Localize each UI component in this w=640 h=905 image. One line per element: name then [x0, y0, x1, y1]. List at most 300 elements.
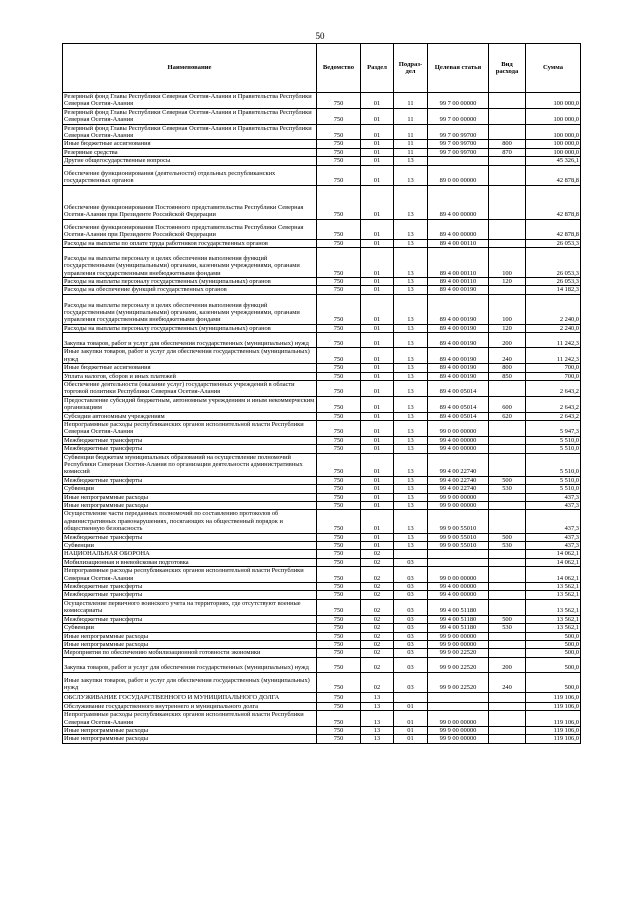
row-name: Межбюджетные трансферты: [63, 476, 317, 484]
row-department: 750: [317, 672, 361, 692]
row-name: Обеспечение деятельности (оказание услуг) государственных учреждений в области торговой политики Республики Северная Осетия-Алания: [63, 380, 317, 396]
row-name: Расходы на обеспечение функций государственных органов: [63, 286, 317, 294]
row-section: 02: [361, 558, 394, 566]
row-name: ОБСЛУЖИВАНИЕ ГОСУДАРСТВЕННОГО И МУНИЦИПАЛЬНОГО ДОЛГА: [63, 692, 317, 702]
row-subsection: 13: [394, 420, 428, 436]
row-amount: 119 106,0: [526, 711, 581, 727]
row-subsection: 03: [394, 583, 428, 591]
row-department: 750: [317, 185, 361, 219]
row-department: 750: [317, 278, 361, 286]
row-department: 750: [317, 640, 361, 648]
row-subsection: 13: [394, 157, 428, 165]
row-expense-type: 530: [489, 542, 526, 550]
row-section: 01: [361, 533, 394, 541]
row-target-article: [428, 558, 489, 566]
row-target-article: 99 7 00 99700: [428, 148, 489, 156]
row-target-article: [428, 692, 489, 702]
row-target-article: 89 4 00 05014: [428, 396, 489, 412]
table-row: [63, 632, 581, 640]
row-name: Уплата налогов, сборов и иных платежей: [63, 372, 317, 380]
row-subsection: 13: [394, 278, 428, 286]
row-name: Субсидии автономным учреждениям: [63, 412, 317, 420]
row-name: Иные непрограммные расходы: [63, 493, 317, 501]
row-amount: 42 878,8: [526, 165, 581, 185]
row-name: Иные непрограммные расходы: [63, 502, 317, 510]
row-subsection: 11: [394, 124, 428, 140]
row-target-article: [428, 550, 489, 558]
row-department: 750: [317, 615, 361, 623]
row-section: 01: [361, 493, 394, 501]
row-department: 750: [317, 711, 361, 727]
row-expense-type: [489, 157, 526, 165]
row-amount: 13 562,1: [526, 583, 581, 591]
row-name: Предоставление субсидий бюджетным, автономным учреждениям и иным некоммерческим организациям: [63, 396, 317, 412]
table-row: [63, 412, 581, 420]
row-target-article: 89 4 00 05014: [428, 380, 489, 396]
row-expense-type: [489, 640, 526, 648]
row-department: 750: [317, 702, 361, 710]
row-expense-type: [489, 165, 526, 185]
table-row: [63, 324, 581, 332]
row-target-article: 99 4 00 22740: [428, 453, 489, 476]
row-amount: 2 643,2: [526, 412, 581, 420]
row-expense-type: [489, 711, 526, 727]
row-amount: 13 562,1: [526, 599, 581, 615]
row-name: Иные непрограммные расходы: [63, 632, 317, 640]
row-department: 750: [317, 294, 361, 324]
row-name: Непрограммные расходы республиканских органов исполнительной власти Республики Северная Осетия-Алания: [63, 420, 317, 436]
row-expense-type: [489, 493, 526, 501]
row-name: Межбюджетные трансферты: [63, 583, 317, 591]
row-expense-type: 530: [489, 624, 526, 632]
row-name: Мобилизационная и вневойсковая подготовка: [63, 558, 317, 566]
row-name: Закупка товаров, работ и услуг для обеспечения государственных (муниципальных) нужд: [63, 333, 317, 348]
row-subsection: 13: [394, 286, 428, 294]
row-name: Осуществление первичного воинского учета на территориях, где отсутствуют военные комиссариаты: [63, 599, 317, 615]
row-expense-type: [489, 239, 526, 247]
row-section: 01: [361, 364, 394, 372]
row-amount: 42 878,8: [526, 185, 581, 219]
row-department: 750: [317, 735, 361, 743]
row-name: Иные бюджетные ассигнования: [63, 140, 317, 148]
row-department: 750: [317, 157, 361, 165]
row-section: 01: [361, 108, 394, 124]
row-section: 13: [361, 735, 394, 743]
row-name: Осуществление части переданных полномочий по составлению протоколов об административных правонарушениях, посягающих на общественный порядок и общественную безопасность: [63, 510, 317, 533]
row-target-article: 89 4 00 00000: [428, 185, 489, 219]
row-name: Резервный фонд Главы Республики Северная Осетия-Алания и Правительства Республики Северная Осетия-Алания: [63, 108, 317, 124]
table-row: [63, 624, 581, 632]
row-expense-type: [489, 550, 526, 558]
row-subsection: 13: [394, 294, 428, 324]
row-expense-type: [489, 380, 526, 396]
row-target-article: 89 4 00 00000: [428, 219, 489, 239]
row-subsection: 13: [394, 533, 428, 541]
row-subsection: 11: [394, 108, 428, 124]
row-amount: 2 643,2: [526, 380, 581, 396]
row-section: 02: [361, 591, 394, 599]
row-amount: 5 510,0: [526, 453, 581, 476]
table-row: [63, 657, 581, 672]
row-section: 01: [361, 294, 394, 324]
table-row: [63, 165, 581, 185]
row-expense-type: [489, 124, 526, 140]
row-subsection: 03: [394, 657, 428, 672]
row-subsection: 01: [394, 735, 428, 743]
row-amount: 14 062,1: [526, 567, 581, 583]
row-target-article: 99 4 00 22740: [428, 485, 489, 493]
row-expense-type: [489, 702, 526, 710]
row-target-article: 99 0 00 00000: [428, 567, 489, 583]
row-target-article: 99 9 00 00000: [428, 502, 489, 510]
row-amount: 100 000,0: [526, 148, 581, 156]
table-row: [63, 157, 581, 165]
row-amount: 500,0: [526, 632, 581, 640]
row-department: 750: [317, 476, 361, 484]
row-name: Расходы на выплаты по оплате труда работников государственных органов: [63, 239, 317, 247]
row-expense-type: [489, 286, 526, 294]
row-expense-type: 120: [489, 324, 526, 332]
row-amount: 119 106,0: [526, 735, 581, 743]
row-department: 750: [317, 333, 361, 348]
row-subsection: 11: [394, 93, 428, 109]
table-row: [63, 364, 581, 372]
row-section: 01: [361, 185, 394, 219]
table-row: [63, 533, 581, 541]
row-target-article: 99 0 00 00000: [428, 711, 489, 727]
table-row: [63, 286, 581, 294]
table-row: [63, 476, 581, 484]
row-expense-type: [489, 591, 526, 599]
row-target-article: 99 9 00 22520: [428, 672, 489, 692]
row-name: Межбюджетные трансферты: [63, 436, 317, 444]
row-section: 01: [361, 412, 394, 420]
row-name: Обслуживание государственного внутреннего и муниципального долга: [63, 702, 317, 710]
row-section: 02: [361, 599, 394, 615]
row-expense-type: 120: [489, 278, 526, 286]
row-amount: 5 947,3: [526, 420, 581, 436]
row-target-article: 99 9 00 55010: [428, 533, 489, 541]
row-subsection: 01: [394, 726, 428, 734]
row-expense-type: 620: [489, 412, 526, 420]
row-department: 750: [317, 219, 361, 239]
row-expense-type: [489, 453, 526, 476]
row-amount: 100 000,0: [526, 124, 581, 140]
row-expense-type: [489, 567, 526, 583]
row-subsection: 01: [394, 711, 428, 727]
row-department: 750: [317, 324, 361, 332]
row-department: 750: [317, 124, 361, 140]
row-expense-type: [489, 185, 526, 219]
row-target-article: 89 4 00 00190: [428, 333, 489, 348]
row-amount: 14 182,3: [526, 286, 581, 294]
row-section: 01: [361, 157, 394, 165]
row-subsection: 13: [394, 380, 428, 396]
row-subsection: 13: [394, 239, 428, 247]
row-name: Субвенции: [63, 624, 317, 632]
row-department: 750: [317, 165, 361, 185]
header-section: Раздел: [361, 44, 394, 93]
row-section: 01: [361, 542, 394, 550]
row-section: 01: [361, 140, 394, 148]
row-department: 750: [317, 632, 361, 640]
row-name: Резервный фонд Главы Республики Северная Осетия-Алания и Правительства Республики Северная Осетия-Алания: [63, 93, 317, 109]
row-department: 750: [317, 380, 361, 396]
row-name: Обеспечение функционирования Постоянного представительства Республики Северная Осетия-Алания при Президенте Российской Федерации: [63, 185, 317, 219]
row-section: 01: [361, 485, 394, 493]
row-expense-type: 870: [489, 148, 526, 156]
row-expense-type: 200: [489, 333, 526, 348]
row-target-article: 99 4 00 00000: [428, 583, 489, 591]
row-section: 01: [361, 324, 394, 332]
table-row: [63, 348, 581, 364]
row-section: 01: [361, 372, 394, 380]
row-target-article: 89 4 00 00190: [428, 364, 489, 372]
row-name: Иные непрограммные расходы: [63, 726, 317, 734]
header-subsection: Подраз-дел: [394, 44, 428, 93]
row-target-article: 99 9 00 00000: [428, 735, 489, 743]
table-row: [63, 420, 581, 436]
row-name: Мероприятия по обеспечению мобилизационной готовности экономики: [63, 649, 317, 657]
row-subsection: 13: [394, 372, 428, 380]
row-department: 750: [317, 542, 361, 550]
table-row: [63, 453, 581, 476]
table-body: [63, 93, 581, 744]
row-name: Резервные средства: [63, 148, 317, 156]
table-row: [63, 445, 581, 453]
row-department: 750: [317, 453, 361, 476]
row-target-article: 89 4 00 00110: [428, 239, 489, 247]
row-name: Обеспечение функционирования (деятельности) отдельных республиканских государственных органов: [63, 165, 317, 185]
row-section: 01: [361, 348, 394, 364]
table-row: [63, 726, 581, 734]
row-section: 01: [361, 420, 394, 436]
row-amount: 13 562,1: [526, 591, 581, 599]
row-section: 01: [361, 239, 394, 247]
row-subsection: 03: [394, 615, 428, 623]
row-subsection: 13: [394, 165, 428, 185]
row-name: Иные непрограммные расходы: [63, 640, 317, 648]
row-target-article: 99 0 00 00000: [428, 420, 489, 436]
row-expense-type: [489, 420, 526, 436]
row-department: 750: [317, 364, 361, 372]
row-expense-type: [489, 735, 526, 743]
row-name: Межбюджетные трансферты: [63, 445, 317, 453]
row-name: Закупка товаров, работ и услуг для обеспечения государственных (муниципальных) нужд: [63, 657, 317, 672]
table-row: [63, 380, 581, 396]
row-department: 750: [317, 372, 361, 380]
row-section: 01: [361, 333, 394, 348]
row-department: 750: [317, 649, 361, 657]
row-expense-type: [489, 219, 526, 239]
table-row: [63, 372, 581, 380]
row-section: 01: [361, 436, 394, 444]
row-section: 01: [361, 396, 394, 412]
row-target-article: 99 9 00 55010: [428, 542, 489, 550]
row-department: 750: [317, 657, 361, 672]
row-expense-type: [489, 692, 526, 702]
row-target-article: 89 4 00 00190: [428, 372, 489, 380]
row-amount: 437,3: [526, 502, 581, 510]
row-section: 01: [361, 445, 394, 453]
row-expense-type: [489, 726, 526, 734]
row-amount: 119 106,0: [526, 726, 581, 734]
row-target-article: [428, 157, 489, 165]
row-section: 01: [361, 93, 394, 109]
row-subsection: 03: [394, 599, 428, 615]
row-expense-type: 530: [489, 485, 526, 493]
row-target-article: 99 4 00 22740: [428, 476, 489, 484]
row-subsection: 13: [394, 476, 428, 484]
row-section: 01: [361, 502, 394, 510]
row-amount: 45 326,1: [526, 157, 581, 165]
row-section: 01: [361, 380, 394, 396]
row-department: 750: [317, 583, 361, 591]
table-row: [63, 672, 581, 692]
table-row: [63, 239, 581, 247]
row-expense-type: [489, 649, 526, 657]
table-row: [63, 640, 581, 648]
row-target-article: 89 4 00 00190: [428, 294, 489, 324]
row-subsection: 13: [394, 542, 428, 550]
row-section: 01: [361, 453, 394, 476]
table-row: [63, 502, 581, 510]
row-department: 750: [317, 692, 361, 702]
row-expense-type: 200: [489, 657, 526, 672]
row-subsection: 13: [394, 324, 428, 332]
row-name: Иные закупки товаров, работ и услуг для обеспечения государственных (муниципальных) нужд: [63, 348, 317, 364]
row-expense-type: 240: [489, 348, 526, 364]
row-name: Субвенции: [63, 485, 317, 493]
row-expense-type: 800: [489, 140, 526, 148]
table-header-row: [63, 44, 581, 93]
table-row: [63, 124, 581, 140]
row-expense-type: [489, 436, 526, 444]
table-row: [63, 485, 581, 493]
row-expense-type: 500: [489, 476, 526, 484]
row-section: 13: [361, 711, 394, 727]
row-subsection: 13: [394, 485, 428, 493]
table-row: [63, 649, 581, 657]
row-amount: 437,3: [526, 493, 581, 501]
row-department: 750: [317, 550, 361, 558]
row-subsection: 03: [394, 558, 428, 566]
table-row: [63, 93, 581, 109]
header-target-article: Целевая статья: [428, 44, 489, 93]
row-subsection: 03: [394, 567, 428, 583]
header-amount: Сумма: [526, 44, 581, 93]
row-target-article: 99 4 00 00000: [428, 445, 489, 453]
table-row: [63, 148, 581, 156]
row-name: Иные закупки товаров, работ и услуг для обеспечения государственных (муниципальных) нужд: [63, 672, 317, 692]
row-department: 750: [317, 510, 361, 533]
row-department: 750: [317, 599, 361, 615]
row-expense-type: 500: [489, 615, 526, 623]
row-subsection: 13: [394, 333, 428, 348]
row-target-article: 89 4 00 00190: [428, 324, 489, 332]
row-amount: 437,3: [526, 533, 581, 541]
row-expense-type: [489, 599, 526, 615]
table-row: [63, 248, 581, 278]
table-row: [63, 278, 581, 286]
table-row: [63, 583, 581, 591]
row-amount: 26 053,3: [526, 248, 581, 278]
row-amount: 5 510,0: [526, 436, 581, 444]
row-amount: 100 000,0: [526, 93, 581, 109]
row-amount: 700,0: [526, 372, 581, 380]
row-expense-type: [489, 93, 526, 109]
table-row: [63, 599, 581, 615]
row-subsection: 01: [394, 702, 428, 710]
table-row: [63, 558, 581, 566]
row-subsection: 13: [394, 445, 428, 453]
row-target-article: 99 4 00 51180: [428, 624, 489, 632]
row-department: 750: [317, 286, 361, 294]
row-target-article: 89 0 00 00000: [428, 165, 489, 185]
table-row: [63, 591, 581, 599]
row-section: 02: [361, 550, 394, 558]
row-subsection: 13: [394, 364, 428, 372]
row-target-article: 89 4 00 00110: [428, 248, 489, 278]
row-expense-type: [489, 558, 526, 566]
row-section: 02: [361, 672, 394, 692]
row-name: Непрограммные расходы республиканских органов исполнительной власти Республики Северная Осетия-Алания: [63, 711, 317, 727]
row-department: 750: [317, 502, 361, 510]
row-expense-type: [489, 583, 526, 591]
row-department: 750: [317, 558, 361, 566]
row-target-article: 89 4 00 00190: [428, 348, 489, 364]
row-amount: 500,0: [526, 657, 581, 672]
row-department: 750: [317, 436, 361, 444]
row-name: Субвенции бюджетам муниципальных образований на осуществление полномочий Республики Северная Осетия-Алания по организации деятельности административных комиссий: [63, 453, 317, 476]
row-section: 01: [361, 510, 394, 533]
row-subsection: 03: [394, 672, 428, 692]
row-subsection: 13: [394, 502, 428, 510]
row-name: Расходы на выплаты персоналу государственных (муниципальных) органов: [63, 278, 317, 286]
header-expense-type: Вид расхода: [489, 44, 526, 93]
row-department: 750: [317, 624, 361, 632]
row-amount: 13 562,1: [526, 615, 581, 623]
row-subsection: 03: [394, 624, 428, 632]
row-subsection: 13: [394, 348, 428, 364]
row-name: Субвенции: [63, 542, 317, 550]
row-subsection: 13: [394, 493, 428, 501]
row-amount: 42 878,8: [526, 219, 581, 239]
table-row: [63, 702, 581, 710]
row-name: Непрограммные расходы республиканских органов исполнительной власти Республики Северная Осетия-Алания: [63, 567, 317, 583]
row-expense-type: [489, 108, 526, 124]
row-section: 02: [361, 657, 394, 672]
row-name: НАЦИОНАЛЬНАЯ ОБОРОНА: [63, 550, 317, 558]
row-target-article: 99 7 00 00000: [428, 108, 489, 124]
row-expense-type: 240: [489, 672, 526, 692]
row-department: 750: [317, 148, 361, 156]
row-amount: 119 106,0: [526, 702, 581, 710]
table-row: [63, 140, 581, 148]
row-amount: 100 000,0: [526, 108, 581, 124]
row-name: Другие общегосударственные вопросы: [63, 157, 317, 165]
row-amount: 5 510,0: [526, 476, 581, 484]
row-target-article: 99 7 00 00000: [428, 93, 489, 109]
row-subsection: 03: [394, 591, 428, 599]
row-expense-type: [489, 632, 526, 640]
row-subsection: 03: [394, 649, 428, 657]
row-section: 02: [361, 649, 394, 657]
row-subsection: 13: [394, 248, 428, 278]
row-amount: 11 242,3: [526, 333, 581, 348]
row-target-article: 89 4 00 00110: [428, 278, 489, 286]
row-subsection: 03: [394, 640, 428, 648]
